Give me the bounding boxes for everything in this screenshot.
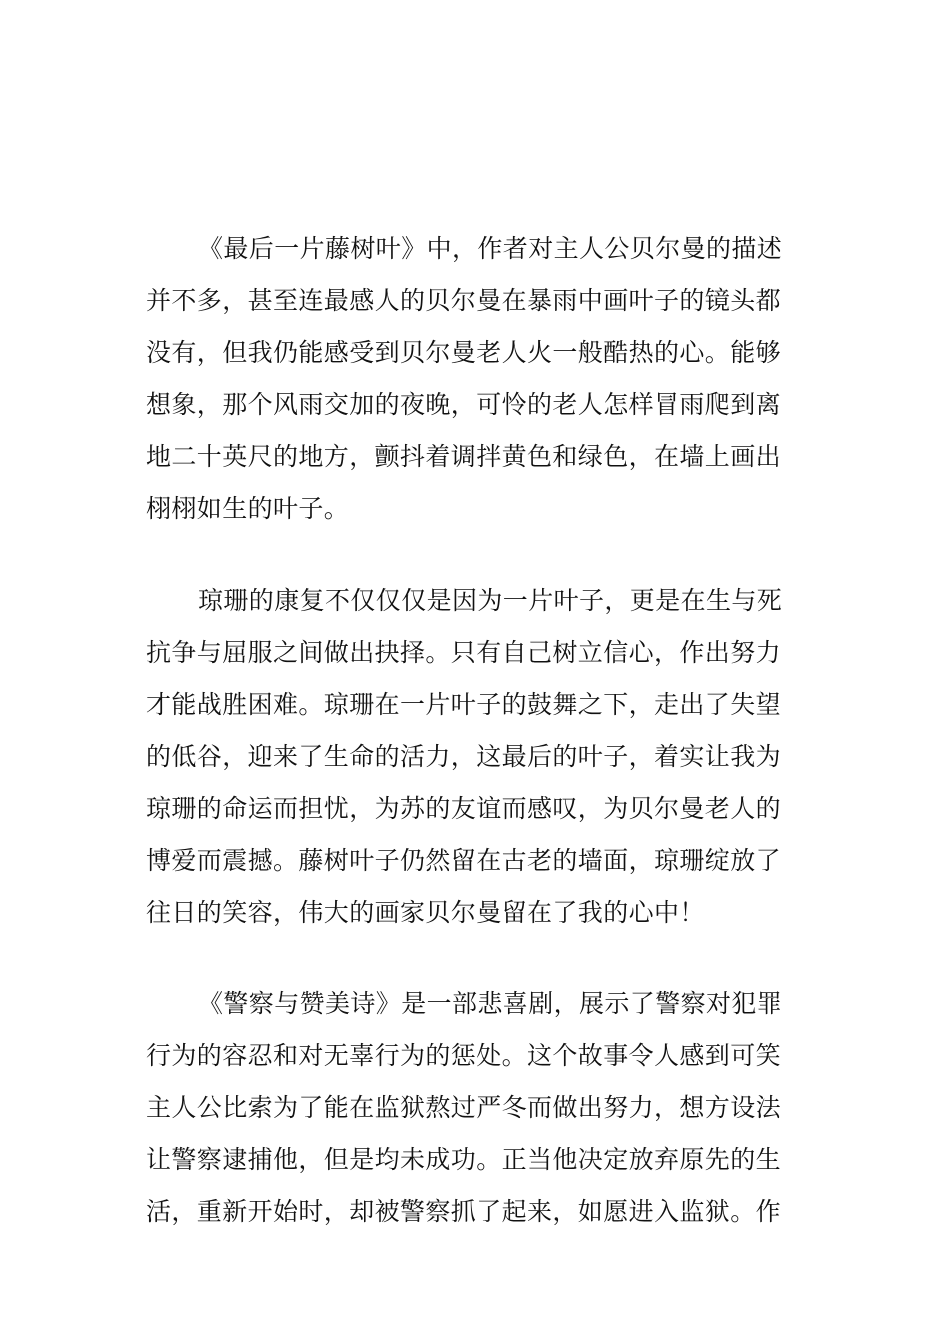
paragraph-line: 抗争与屈服之间做出抉择。只有自己树立信心，作出努力 (146, 638, 782, 667)
paragraph-line: 活，重新开始时，却被警察抓了起来，如愿进入监狱。作 (146, 1197, 782, 1226)
paragraph-line: 地二十英尺的地方，颤抖着调拌黄色和绿色，在墙上画出 (146, 442, 782, 471)
paragraph-line: 主人公比索为了能在监狱熬过严冬而做出努力，想方设法 (146, 1093, 782, 1122)
paragraph-line: 博爱而震撼。藤树叶子仍然留在古老的墙面，琼珊绽放了 (146, 846, 782, 875)
paragraph-line: 让警察逮捕他，但是均未成功。正当他决定放弃原先的生 (146, 1145, 782, 1174)
paragraph-line: 想象，那个风雨交加的夜晚，可怜的老人怎样冒雨爬到离 (146, 390, 782, 419)
paragraph-line: 的低谷，迎来了生命的活力，这最后的叶子，着实让我为 (146, 742, 782, 771)
paragraph-line: 才能战胜困难。琼珊在一片叶子的鼓舞之下，走出了失望 (146, 690, 782, 719)
paragraph-line: 《警察与赞美诗》是一部悲喜剧，展示了警察对犯罪 (198, 989, 783, 1018)
paragraph-line: 没有，但我仍能感受到贝尔曼老人火一般酷热的心。能够 (146, 338, 782, 367)
paragraph-line: 琼珊的康复不仅仅仅是因为一片叶子，更是在生与死 (198, 586, 783, 615)
paragraph-line: 栩栩如生的叶子。 (146, 494, 350, 523)
paragraph-line: 往日的笑容，伟大的画家贝尔曼留在了我的心中！ (146, 898, 705, 927)
paragraph-line: 行为的容忍和对无辜行为的惩处。这个故事令人感到可笑 (146, 1041, 782, 1070)
paragraph-line: 琼珊的命运而担忧，为苏的友谊而感叹，为贝尔曼老人的 (146, 794, 782, 823)
paragraph-line: 《最后一片藤树叶》中，作者对主人公贝尔曼的描述 (198, 234, 783, 263)
paragraph-line: 并不多，甚至连最感人的贝尔曼在暴雨中画叶子的镜头都 (146, 286, 782, 315)
